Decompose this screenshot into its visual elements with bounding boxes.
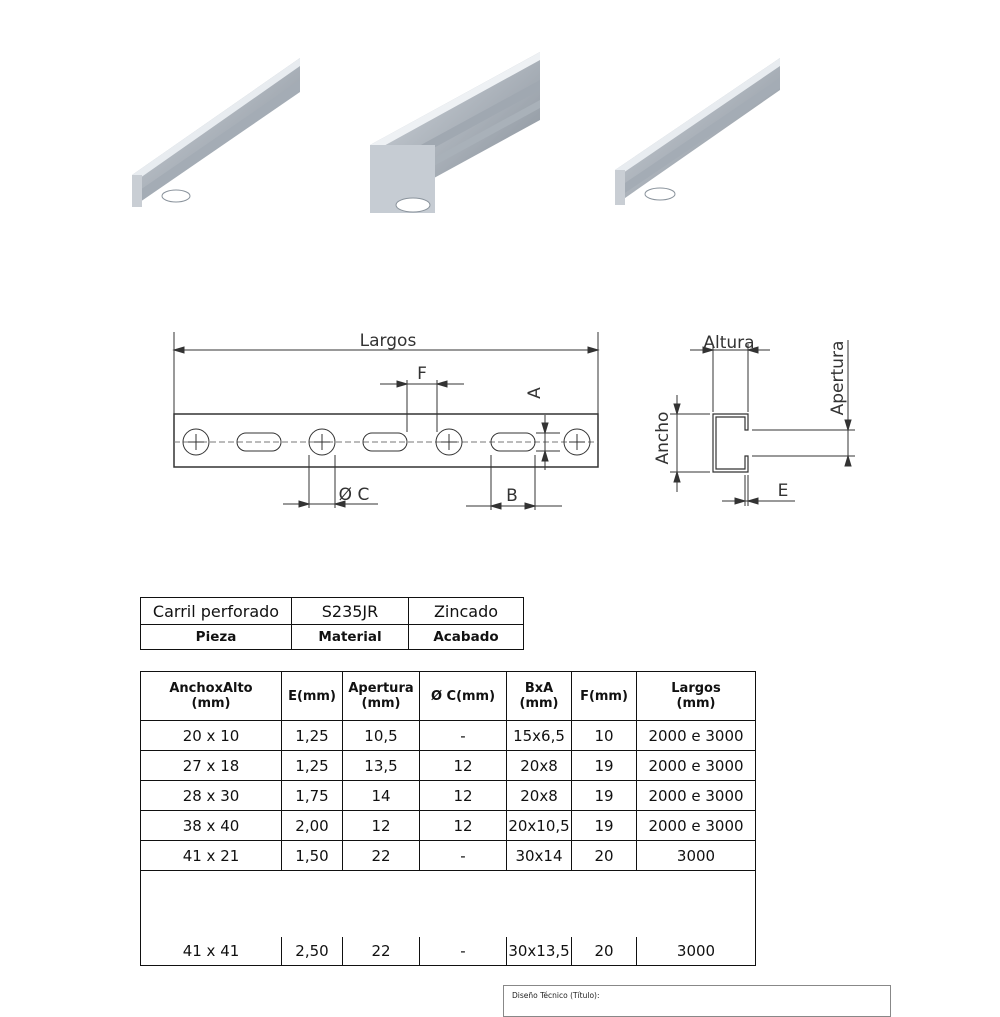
material-value: S235JR [292,598,409,625]
cell: 41 x 21 [141,841,282,871]
cell: 1,25 [282,721,343,751]
cell: 27 x 18 [141,751,282,781]
cell: - [420,937,507,966]
cell: 15x6,5 [507,721,572,751]
cell: 2000 e 3000 [637,811,756,841]
cell: 12 [420,811,507,841]
label-f: F [417,364,427,384]
label-a: A [525,387,545,399]
cell: 2,50 [282,937,343,966]
label-b: B [506,486,518,506]
cell: 2000 e 3000 [637,721,756,751]
cell: 12 [420,781,507,811]
table-row [141,781,756,811]
cell: 20x8 [507,751,572,781]
cell: 22 [343,937,420,966]
cell: 1,50 [282,841,343,871]
cell: - [420,841,507,871]
title-block [503,985,891,1017]
cell: 1,25 [282,751,343,781]
product-images [0,0,1000,240]
cell: 14 [343,781,420,811]
cell: 2000 e 3000 [637,751,756,781]
header-f: F(mm) [572,672,637,721]
label-largos: Largos [359,331,417,351]
cell: 10 [572,721,637,751]
part-value: Carril perforado [141,598,292,625]
label-c: Ø C [338,485,370,505]
cell: 22 [343,841,420,871]
label-altura: Altura [703,333,755,353]
cell: - [420,721,507,751]
cell: 12 [343,811,420,841]
cell: 10,5 [343,721,420,751]
table-row [141,751,756,781]
cell: 3000 [637,841,756,871]
table-row [141,721,756,751]
table-row [141,811,756,841]
spec-table [140,671,756,966]
cell: 20x10,5 [507,811,572,841]
header-ancho-alto: AnchoxAlto (mm) [141,672,282,721]
cell: 38 x 40 [141,811,282,841]
cell: 19 [572,751,637,781]
cell: 13,5 [343,751,420,781]
cell: 12 [420,751,507,781]
header-largos: Largos (mm) [637,672,756,721]
cell: 19 [572,811,637,841]
label-apertura: Apertura [828,340,848,416]
material-header: Material [292,625,409,650]
cell: 20 [572,841,637,871]
header-bxa: BxA (mm) [507,672,572,721]
header-e: E(mm) [282,672,343,721]
part-info-table [140,597,524,650]
technical-drawing [0,320,1000,520]
table-gap-row [141,871,756,938]
cell: 2,00 [282,811,343,841]
cell: 28 x 30 [141,781,282,811]
cell: 3000 [637,937,756,966]
rail-image-small [132,58,300,207]
cell: 19 [572,781,637,811]
cell: 20x8 [507,781,572,811]
cell: 30x13,5 [507,937,572,966]
table-row [141,937,756,966]
cell: 30x14 [507,841,572,871]
finish-value: Zincado [409,598,524,625]
rail-image-medium [615,58,780,205]
header-c: Ø C(mm) [420,672,507,721]
cell: 41 x 41 [141,937,282,966]
table-row [141,841,756,871]
cell: 1,75 [282,781,343,811]
label-e: E [777,481,789,501]
part-header: Pieza [141,625,292,650]
label-ancho: Ancho [653,411,673,465]
cell: 20 [572,937,637,966]
finish-header: Acabado [409,625,524,650]
title-block-label: Diseño Técnico (Título): [512,991,600,1000]
header-apertura: Apertura (mm) [343,672,420,721]
rail-image-large [370,52,540,213]
cell: 2000 e 3000 [637,781,756,811]
cell: 20 x 10 [141,721,282,751]
